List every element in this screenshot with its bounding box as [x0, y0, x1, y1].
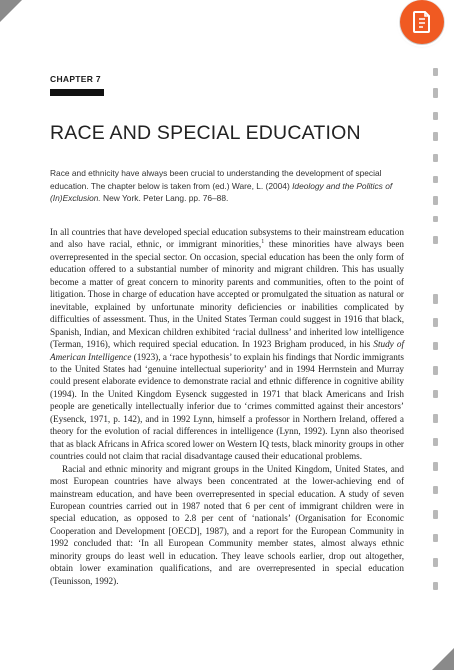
page-corner-bottom-right: [432, 648, 454, 670]
chapter-rule: [50, 89, 104, 96]
chapter-label: CHAPTER 7: [50, 74, 101, 84]
body-paragraph-1: [50, 226, 404, 463]
reader-button[interactable]: [400, 0, 444, 44]
paragraph-1-text-b: these minorities have always been overrepresented in the special sector. On occasion, special education has been the only form of education offered to a substantial number of minority and migrant children. This has usually become a matter of great concern to minority parents and communities, often to the point of litigation. Those in charge of education have accepted or promulgated the situation as natural or inevitable, explained by unfortunate minority deficiencies or inabilities complicated by difficulties of assessment. Thus, in the United States Terman could suggest in 1916 that black, Spanish, Indian, and Mexican children exhibited ‘racial dullness’ and inherited low intelligence (Terman, 1916), which required special education. In 1923 Brigham produced, in his: [50, 239, 404, 350]
intro-citation: New York. Peter Lang. pp. 76–88.: [100, 193, 229, 204]
paragraph-1-book-title: Study of American Intelligence: [50, 339, 405, 362]
chapter-title: RACE AND SPECIAL EDUCATION: [50, 122, 361, 144]
body-paragraph-2: Racial and ethnic minority and migrant groups in the United Kingdom, United States, and most European countries have always been concentrated at the lower-achieving end of mainstream education, and have been overrepresented in special education. A study of seven European countries carried out in 1987 noted that 6 per cent of immigrant children were in special education, as opposed to 2.8 per cent of ‘nationals’ (Organisation for Economic Cooperation and Development [OECD], 1987), and a report for the European Community in 1992 concluded that: ‘In all European Community member states, almost always ethnic minority groups do least well in education. They leave schools earlier, drop out altogether, obtain lower examination qualifications, and are overrepresented in special education (Teunisson, 1992).: [50, 463, 404, 586]
document-reader-icon: [410, 9, 434, 35]
paragraph-1-text-c: (1923), a ‘race hypothesis’ to explain his findings that Nordic immigrants to the United States had ‘genuine intellectual superiority’ and in 1994 Herrnstein and Murray could present elaborate evidence to demonstrate racial and ethnic difference in cognitive ability (1994). In the United Kingdom Eysenck suggested in 1971 that black Americans and Irish people are genetically intellectually inferior due to ‘crimes committed against their ancestors’ (Eysenck, 1971, p. 142), and in 1992 Lynn, himself a professor in Northern Ireland, offered a theory for the evolution of racial differences in intelligence (Lynn, 1992). Lynn also theorised that as black Africans in Africa scored lower on Western IQ tests, black minority groups in other countries could not claim that racial disadvantage caused their educational problems.: [50, 351, 404, 462]
chapter-intro: [50, 167, 404, 205]
chapter-body: [50, 226, 404, 587]
intro-book-title: Ideology and the Politics of (In)Exclusion.: [50, 180, 393, 204]
paragraph-1-text-a: In all countries that have developed special education subsystems to their mainstream education and also have racial, ethnic, or immigrant minorities,: [50, 227, 404, 250]
intro-text: Race and ethnicity have always been crucial to understanding the development of special education. The chapter below is taken from (ed.) Ware, L. (2004): [50, 168, 382, 191]
page-margin-thumbnails: [430, 56, 446, 616]
page-corner-top-left: [0, 0, 22, 22]
footnote-marker[interactable]: 1: [261, 239, 265, 246]
